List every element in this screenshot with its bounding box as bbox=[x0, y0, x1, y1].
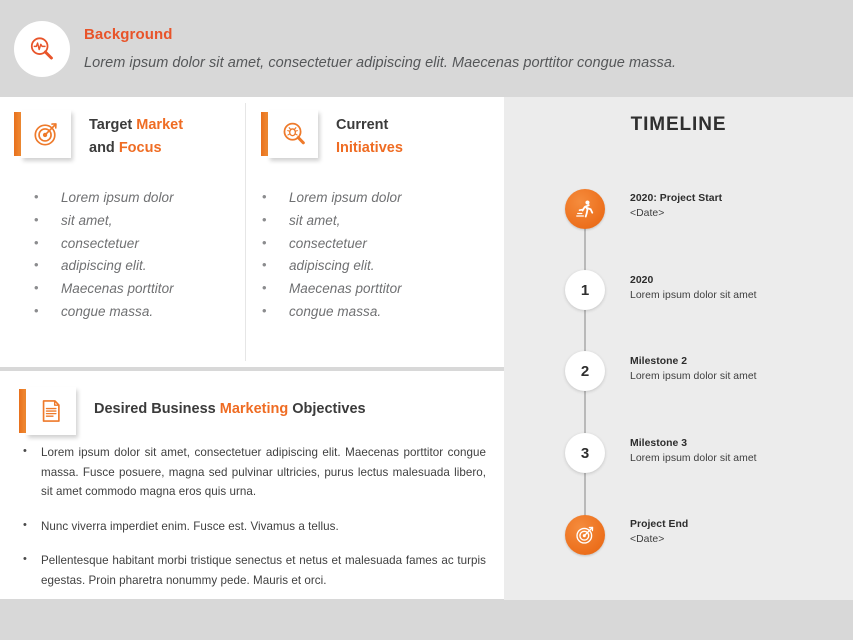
timeline-heading: 2020 bbox=[630, 275, 654, 286]
bullet-list-current-initiatives bbox=[258, 187, 468, 324]
page-title: Background bbox=[84, 26, 173, 43]
list-item: • Pellentesque habitant morbi tristique senectus et netus et malesuada fames ac turpis egestas. Proin pharetra nonummy pede. Mauris et orci. bbox=[14, 551, 486, 590]
objectives-bullet-list bbox=[14, 443, 486, 590]
list-item: • Lorem ipsum dolor bbox=[258, 187, 468, 210]
timeline-subtext: Lorem ipsum dolor sit amet bbox=[630, 371, 757, 382]
list-item: • Nunc viverra imperdiet enim. Fusce est. Vivamus a tellus. bbox=[14, 517, 486, 537]
timeline-marker-number: 1 bbox=[565, 270, 605, 310]
list-item: • Maecenas porttitor bbox=[258, 278, 468, 301]
magnifier-pulse-icon bbox=[14, 21, 70, 77]
title-part: Objectives bbox=[288, 401, 366, 417]
list-item: • consectetuer bbox=[258, 233, 468, 256]
background-text-group bbox=[84, 24, 824, 74]
title-part: Target bbox=[89, 117, 137, 133]
bullet-list-target-market bbox=[30, 187, 230, 324]
timeline-panel bbox=[504, 97, 853, 600]
list-item: • Maecenas porttitor bbox=[30, 278, 230, 301]
section-title-objectives bbox=[94, 387, 366, 421]
list-item: • consectetuer bbox=[30, 233, 230, 256]
timeline-heading: 2020: Project Start bbox=[630, 193, 723, 204]
section-title-current-initiatives bbox=[336, 110, 403, 160]
section-header-current-initiatives[interactable] bbox=[261, 110, 403, 160]
list-item: • congue massa. bbox=[258, 301, 468, 324]
timeline-text-group bbox=[630, 191, 845, 222]
title-part-accent: Marketing bbox=[219, 401, 289, 417]
list-item: • Lorem ipsum dolor bbox=[30, 187, 230, 210]
title-part: Current bbox=[336, 117, 389, 133]
title-part-accent: Focus bbox=[118, 140, 162, 156]
column-divider bbox=[245, 103, 246, 361]
section-title-target-market bbox=[89, 110, 183, 160]
background-header-band bbox=[0, 0, 853, 97]
list-item: • sit amet, bbox=[30, 210, 230, 233]
section-header-target-market[interactable] bbox=[14, 110, 183, 160]
list-item: • Lorem ipsum dolor sit amet, consectetuer adipiscing elit. Maecenas porttitor congue massa. Fusce posuere, magna sed pulvinar ultricies, purus lectus malesuada libero, sit amet commodo magna eros quis urna. bbox=[14, 443, 486, 502]
title-part-accent: Market bbox=[136, 117, 184, 133]
timeline-title: TIMELINE bbox=[630, 114, 727, 135]
target-icon bbox=[565, 515, 605, 555]
list-item: • adipiscing elit. bbox=[30, 255, 230, 278]
document-icon bbox=[26, 387, 76, 435]
list-item: • adipiscing elit. bbox=[258, 255, 468, 278]
timeline-text-group bbox=[630, 273, 845, 304]
title-part-accent: Initiatives bbox=[336, 140, 403, 156]
timeline-heading: Milestone 3 bbox=[630, 438, 688, 449]
list-item: • congue massa. bbox=[30, 301, 230, 324]
timeline-text-group bbox=[630, 354, 845, 385]
timeline-text-group bbox=[630, 517, 845, 548]
timeline-text-group bbox=[630, 436, 845, 467]
timeline-heading: Milestone 2 bbox=[630, 356, 688, 367]
timeline-marker-number: 2 bbox=[565, 351, 605, 391]
timeline-subtext: <Date> bbox=[630, 534, 665, 545]
running-person-icon bbox=[565, 189, 605, 229]
section-header-objectives[interactable] bbox=[19, 387, 366, 435]
timeline-subtext: Lorem ipsum dolor sit amet bbox=[630, 453, 757, 464]
background-subtitle: Lorem ipsum dolor sit amet, consectetuer adipiscing elit. Maecenas porttitor congue massa. bbox=[84, 55, 677, 71]
timeline-subtext: Lorem ipsum dolor sit amet bbox=[630, 290, 757, 301]
timeline-subtext: <Date> bbox=[630, 208, 665, 219]
title-part: Desired Business bbox=[94, 401, 220, 417]
target-arrow-icon bbox=[21, 110, 71, 158]
magnifier-bug-icon bbox=[268, 110, 318, 158]
list-item: • sit amet, bbox=[258, 210, 468, 233]
timeline-marker-number: 3 bbox=[565, 433, 605, 473]
title-part: and bbox=[89, 140, 119, 156]
timeline-heading: Project End bbox=[630, 519, 689, 530]
